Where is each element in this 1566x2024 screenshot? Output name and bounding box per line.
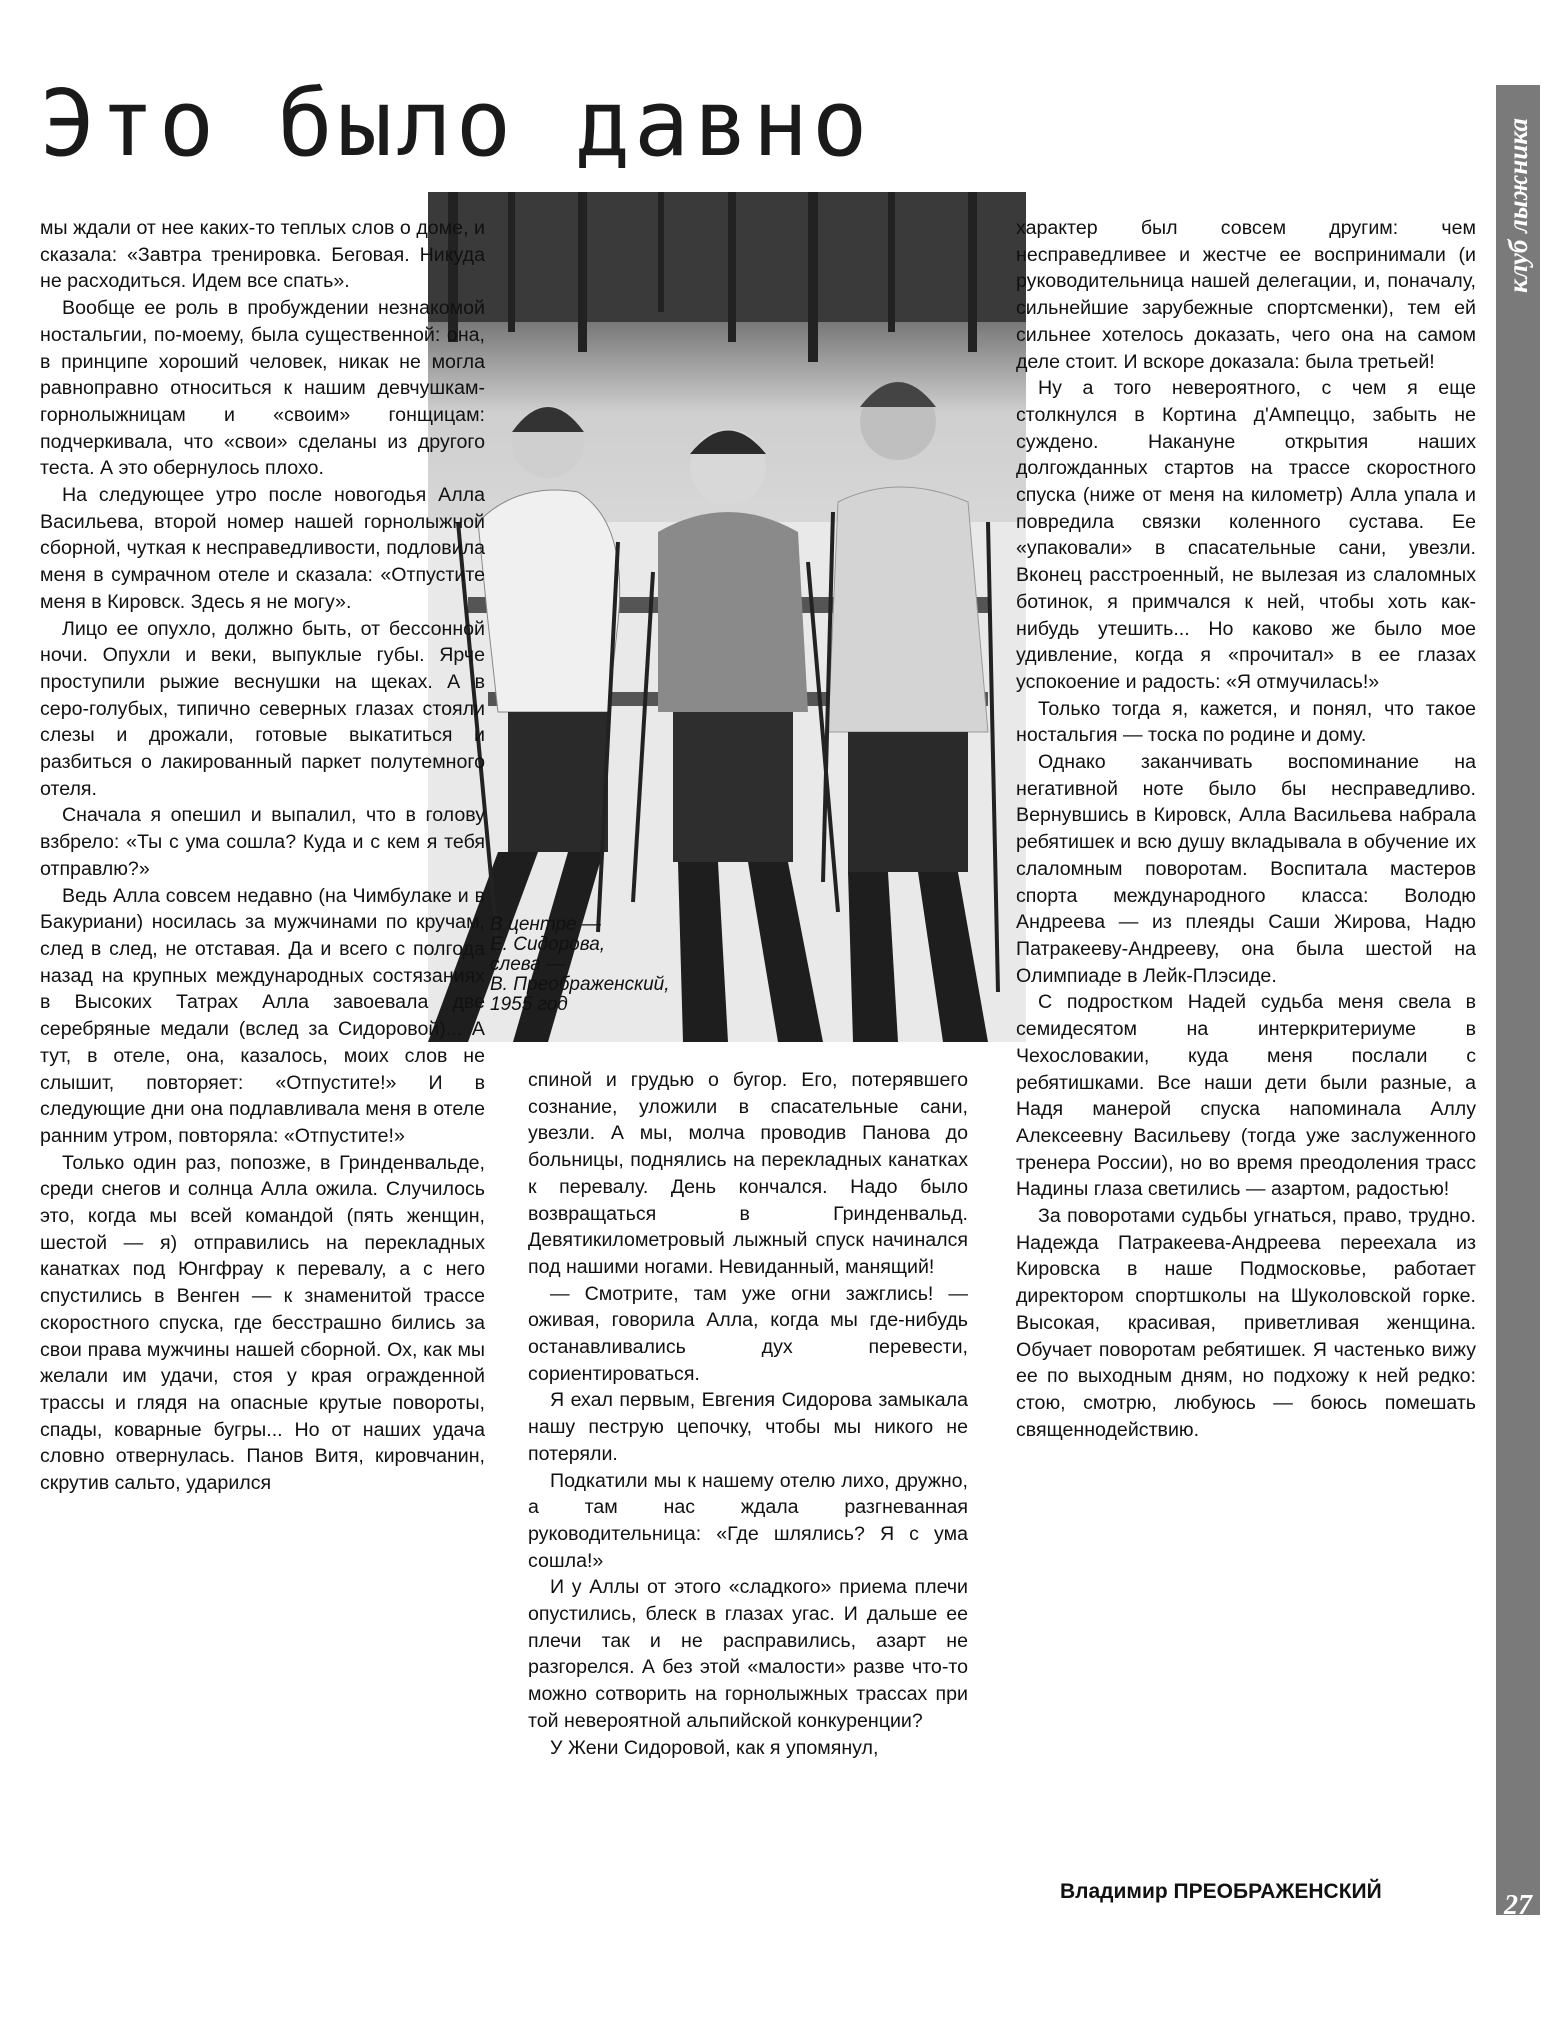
paragraph: За поворотами судьбы угнаться, право, трудно. Надежда Патракеева-Андреева переехала из Кировска в наше Подмосковье, работает директором спортшколы на Шуколовской горке. Высокая, красивая, приветливая женщина. Обучает поворотам ребятишек. Я частенько вижу ее по выходным дням, но подхожу к ней редко: стою, смотрю, любуюсь — боюсь помешать священнодействию. [1016,1205,1476,1441]
section-label: клуб лыжника [1502,117,1533,293]
page-number: 27 [1504,1890,1532,1921]
paragraph: У Жени Сидоровой, как я упомянул, [550,1736,879,1759]
paragraph: С подростком Надей судьба меня свела в семидесятом на интеркритериуме в Чехословакии, куда меня послали с ребятишками. Все наши дети были разные, а Надя манерой спуска напоминала Аллу Алексеевну Васильеву (тогда уже заслуженного тренера России), но во время преодоления трасс Надины глаза светились — азартом, радостью! [1016,991,1476,1201]
author-byline: Владимир ПРЕОБРАЖЕНСКИЙ [1060,1880,1382,1903]
caption-line: 1955 год [490,994,568,1015]
article-title: Это было давно [40,70,872,177]
section-tab [1496,85,1540,1921]
paragraph: Я ехал первым, Евгения Сидорова замыкала нашу пеструю цепочку, чтобы мы никого не потеряли. [528,1389,968,1465]
column-2 [528,1067,968,1761]
caption-line: В центре — [490,914,601,935]
paragraph: Ну а того невероятного, с чем я еще столкнулся в Кортина д'Ампеццо, забыть не суждено. Накануне открытия наших долгожданных стартов на трассе скоростного спуска (ниже от меня на километр) Алла упала и повредила связки коленного сустава. Ее «упаковали» в спасательные сани, увезли. Вконец расстроенный, не вылезая из слаломных ботинок, я примчался к ней, чтобы хоть как-нибудь утешить... Но каково же было мое удивление, когда я «прочитал» в ее глазах успокоение и радость: «Я отмучилась!» [1016,377,1476,693]
paragraph: И у Аллы от этого «сладкого» приема плечи опустились, блеск в глазах угас. И дальше ее плечи так и не расправились, азарт не разгорелся. А без этой «малости» разве что-то можно сотворить на горнолыжных трассах при той невероятной альпийской конкуренции? [528,1576,968,1732]
paragraph: мы ждали от нее каких-то теплых слов о доме, и сказала: «Завтра тренировка. Беговая. Никуда не расходиться. Идем все спать». [40,217,485,293]
paragraph: Подкатили мы к нашему отелю лихо, дружно, а там нас ждала разгневанная руководительница: «Где шлялись? Я с ума сошла!» [528,1469,968,1572]
paragraph: На следующее утро после новогодья Алла Васильева, второй номер нашей горнолыжной сборной, чуткая к несправедливости, подловила меня в сумрачном отеле и сказала: «Отпустите меня в Кировск. Здесь я не могу». [40,484,485,613]
paragraph: Сначала я опешил и выпалил, что в голову взбрело: «Ты с ума сошла? Куда и с кем я тебя отправлю?» [40,804,485,880]
paragraph: спиной и грудью о бугор. Его, потерявшего сознание, уложили в спасательные сани, увезли. А мы, молча проводив Панова до больницы, поднялись на перекладных канатках к перевалу. День кончался. Надо было возвращаться в Гринденвальд. Девятикилометровый лыжный спуск начинался под нашими ногами. Невиданный, манящий! [528,1069,968,1278]
paragraph: — Смотрите, там уже огни зажглись! — оживая, говорила Алла, когда мы где-нибудь останавливались дух перевести, сориентироваться. [528,1282,968,1385]
photo-caption [490,915,670,1015]
column-3 [1016,215,1476,1443]
paragraph: Только тогда я, кажется, и понял, что такое ностальгия — тоска по родине и дому. [1016,697,1476,747]
paragraph: Только один раз, попозже, в Гринденвальде, среди снегов и солнца Алла ожила. Случилось это, когда мы всей командой (пять женщин, шестой — я) отправились на перекладных канатках под Юнгфрау к перевалу, а с него спустились в Венген — к знаменитой трассе скоростного спуска, где бесстрашно бились за свои права мужчины нашей сборной. Ох, как мы желали им удачи, стоя у края огражденной трассы и глядя на опасные крутые повороты, спады, коварные бугры... Но от наших удача словно отвернулась. Панов Витя, кировчанин, скрутив сальто, ударился [40,1151,485,1495]
caption-line: В. Преображенский, [490,974,670,995]
paragraph: характер был совсем другим: чем несправедливее и жестче ее воспринимали (и руководительница нашей делегации, и, поначалу, сильнейшие зарубежные спортсменки), тем ей сильнее хотелось доказать, чего она на самом деле стоит. И вскоре доказала: была третьей! [1016,217,1476,373]
caption-line: Е. Сидорова, [490,934,606,955]
paragraph: Лицо ее опухло, должно быть, от бессонной ночи. Опухли и веки, выпуклые губы. Ярче проступили рыжие веснушки на щеках. А в серо-голубых, типично северных глазах стояли слезы и дрожали, готовые выкатиться и разбиться о лакированный паркет полутемного отеля. [40,617,485,800]
paragraph: Вообще ее роль в пробуждении незнакомой ностальгии, по-моему, была существенной: она, в принципе хороший человек, никак не могла равноправно относиться к нашим девчушкам-горнолыжницам и «своим» гонщицам: подчеркивала, что «свои» сделаны из другого теста. А это обернулось плохо. [40,297,485,480]
paragraph: Ведь Алла совсем недавно (на Чимбулаке и в Бакуриани) носилась за мужчинами по кручам, след в след, не отставая. Да и всего с полгода назад на крупных международных состязаниях в Высоких Татрах Алла завоевала две серебряные медали (вслед за Сидоровой)... А тут, в отеле, она, казалось, моих слов не слышит, повторяет: «Отпустите!» И в следующие дни она подлавливала меня в отеле ранним утром, повторяла: «Отпустите!» [40,884,485,1147]
caption-line: слева — [490,954,566,975]
column-1 [40,215,485,1497]
paragraph: Однако заканчивать воспоминание на негативной ноте было бы несправедливо. Вернувшись в Кировск, Алла Васильева набрала ребятишек и всю душу вкладывала в обучение их слаломным поворотам. Воспитала мастеров спорта международного класса: Володю Андреева — из плеяды Саши Жирова, Надю Патракееву-Андрееву, она была шестой на Олимпиаде в Лейк-Плэсиде. [1016,751,1476,987]
